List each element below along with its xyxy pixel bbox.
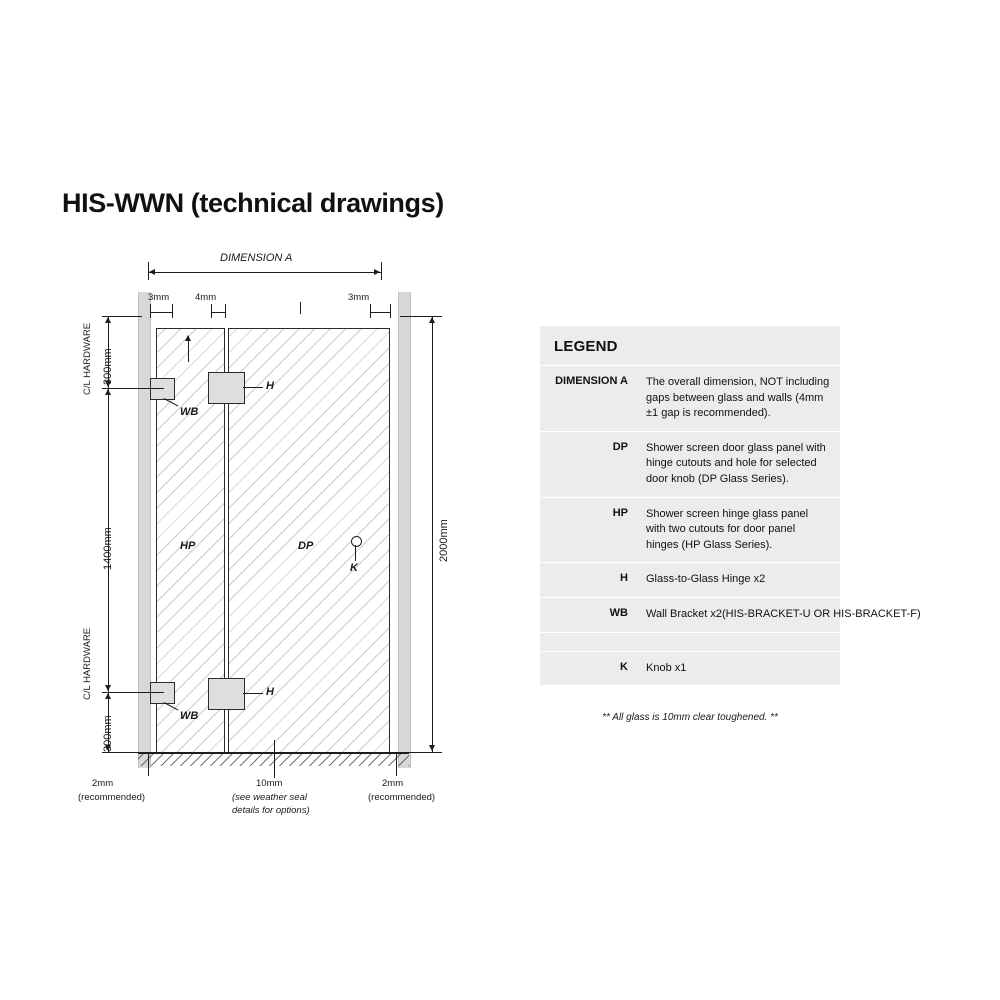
legend-row (540, 432, 840, 498)
panel-dp-label: DP (298, 540, 314, 552)
left-dim-tick-bottom (102, 752, 142, 753)
wall-right (398, 292, 411, 768)
gap-right-tick-b (390, 304, 391, 318)
legend-title: LEGEND (540, 326, 840, 366)
panel-hp-label: HP (180, 540, 196, 552)
legend-value (636, 633, 656, 651)
bracket-bottom-label: WB (180, 710, 199, 722)
page-title: HIS-WWN (technical drawings) (62, 188, 444, 218)
bottom-hardware-cl-label: C/L HARDWARE (82, 627, 93, 700)
legend-note: ** All glass is 10mm clear toughened. ** (602, 712, 778, 723)
center-tick-mark (300, 302, 301, 314)
mid-dim-label: 1400mm (102, 527, 114, 570)
hinge-bottom-leader (243, 693, 263, 694)
legend-row (540, 563, 840, 598)
glass-hinge-bottom (208, 678, 245, 710)
left-dim-tick-300-bottom (102, 692, 164, 693)
legend-row (540, 366, 840, 432)
wall-bracket-top (150, 378, 175, 400)
hp-top-arrow (188, 336, 189, 362)
floor-center-leader (274, 740, 275, 778)
floor-right-leader (396, 754, 397, 776)
height-overall-label: 2000mm (438, 519, 450, 562)
knob-label: K (350, 562, 358, 574)
floor-center-gap-label: 10mm (256, 778, 283, 789)
floor-center-note-1: (see weather seal (232, 792, 307, 803)
legend-key: DIMENSION A (555, 375, 628, 387)
gap-left-wall-label: 3mm (148, 292, 170, 303)
dimension-a-tick-right (381, 262, 382, 280)
gap-right-wall-label: 3mm (348, 292, 370, 303)
legend-row (540, 598, 921, 633)
top-hardware-dim-label: 300mm (102, 348, 114, 385)
legend-key: H (620, 572, 628, 585)
technical-drawing (60, 240, 520, 840)
floor-left-leader (148, 754, 149, 776)
dimension-a-label: DIMENSION A (220, 252, 293, 264)
top-hardware-cl-label: C/L HARDWARE (82, 322, 93, 395)
glass-hinge-top (208, 372, 245, 404)
floor-right-note: (recommended) (368, 792, 436, 803)
gap-between-glass-label: 4mm (195, 292, 217, 303)
legend-key: DP (612, 440, 628, 453)
legend-value: Knob x1 (646, 661, 687, 674)
hinge-bottom-label: H (266, 686, 274, 698)
gap-mid-tick-a (211, 304, 212, 318)
height-dim-line (432, 316, 433, 752)
floor-right-gap-label: 2mm (382, 778, 404, 789)
gap-left-dim-line (150, 312, 172, 313)
door-knob-icon (351, 536, 362, 547)
hinge-top-leader (243, 387, 263, 388)
gap-mid-tick-b (225, 304, 226, 318)
legend-value: The overall dimension, NOT including gaps between glass and walls (4mm ±1 gap is recommended). (646, 376, 830, 420)
gap-mid-dim-line (211, 312, 225, 313)
gap-right-dim-line (370, 312, 390, 313)
gap-left-tick-a (150, 304, 151, 318)
legend-value: Wall Bracket x2(HIS-BRACKET-U OR HIS-BRACKET-F) (646, 608, 921, 621)
wall-bracket-bottom (150, 682, 175, 704)
floor-left-note: (recommended) (78, 792, 146, 803)
legend-panel (540, 326, 921, 685)
legend-key (540, 633, 636, 651)
legend-key: WB (609, 607, 628, 620)
legend-row (540, 498, 840, 564)
floor-left-gap-label: 2mm (92, 778, 114, 789)
legend-row-spacer (540, 633, 840, 652)
legend-row (540, 652, 840, 686)
height-dim-top-tick (400, 316, 442, 317)
gap-right-tick-a (370, 304, 371, 318)
dimension-a-line (148, 272, 381, 273)
gap-left-tick-b (172, 304, 173, 318)
legend-value: Shower screen hinge glass panel with two cutouts for door panel hinges (HP Glass Series). (646, 507, 809, 551)
legend-value: Glass-to-Glass Hinge x2 (646, 573, 766, 586)
legend-key: K (620, 660, 628, 673)
knob-leader (355, 545, 356, 561)
bracket-top-label: WB (180, 406, 199, 418)
legend-key: HP (612, 506, 628, 519)
legend-value: Shower screen door glass panel with hinge cutouts and hole for selected door knob (DP Glass Series). (646, 441, 826, 486)
hinge-top-label: H (266, 380, 274, 392)
left-dim-tick-300-top (102, 388, 164, 389)
bottom-hardware-dim-label: 300mm (102, 715, 114, 752)
floor-center-note-2: details for options) (232, 805, 310, 816)
